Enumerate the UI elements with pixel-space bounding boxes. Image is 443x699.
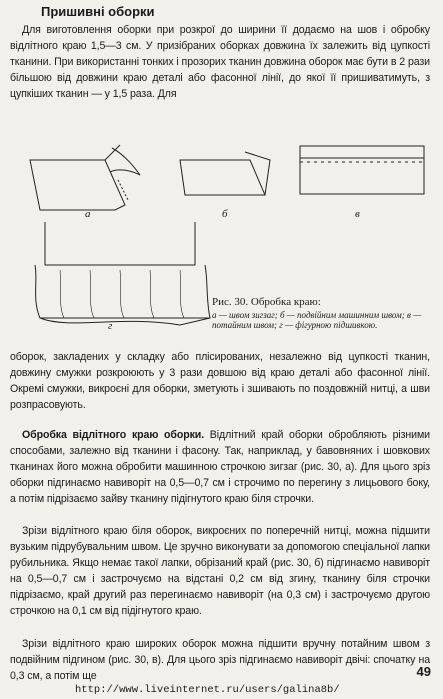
figure-label-c: в <box>355 208 360 220</box>
paragraph-edge-finishing-text: Відлітний край оборки обробляють різними способами, залежно від тканини і фасону. Так, наприклад, у бавовняних і шовкових тканинах його можна обробити машинною строчкою зигзаг (рис. 30, а). Для цього зріз оборки підгинаємо навиворіт на 0,5—0,7 см і строчимо по перегину з лицьового боку, а потім підрізаємо зайву тканину підігнутого краю біля строчки. <box>10 429 430 506</box>
section-title: Пришивні оборки <box>41 4 155 19</box>
figure-label-g: г <box>108 320 113 332</box>
fabric-piece-b <box>180 160 265 195</box>
paragraph-cross-grain: Зрізи відлітного краю біля оборок, викроєних по поперечній нитці, можна підшити вузьким підрубувальним швом. Це зручно виконувати за допомогою спеціальної лапки рубильника. Якщо немає такої лапки, обрізаний край (рис. 30, б) підгинаємо навиворіт на 0,5—0,7 см і застрочуємо на відстані 0,2 см від згину, тканину біля строчки підрізаємо, край другий раз перегинаємо навиворіт (на 0,3 см) і застрочуємо другою строчкою на 0,1 см від підігнутого краю. <box>10 525 430 618</box>
figure-label-b: б <box>222 208 228 220</box>
watermark-url: http://www.liveinternet.ru/users/galina8b/ <box>75 684 340 696</box>
paragraph-continuation: оборок, закладених у складку або плісированих, незалежно від цупкості тканин, довжину смужки розкроюють у 3 рази довшою від краю деталі або фасонної лінії. Окремі смужки, викроєні для оборки, зметують і зшивають по поздовжній нитці, а шви розпрасовують. <box>10 351 430 412</box>
figure-caption-legend: а — швом зигзаг; б — подвійним машинним швом; в — потайним швом; г — фігурною підшивкою. <box>212 310 422 330</box>
paragraph-heading-bold: Обробка відлітного краю оборки. <box>22 429 205 441</box>
fabric-piece-c <box>300 146 424 194</box>
garment-top-g <box>45 222 195 265</box>
figure-caption-title: Рис. 30. Обробка краю: <box>212 296 321 308</box>
paragraph-intro: Для виготовлення оборки при розкрої до ширини її додаємо на шов і обробку відлітного краю 1,5—3 см. У призібраних оборках довжина їх залежить від цупкості тканини. При використанні тонких і прозорих тканин довжина оборок має бути в 2 рази більшою від довжини краю деталі або фасонної лінії, до якої її пришиватимуть, з цупкіших тканин — у 1,5 раза. Для <box>10 24 430 101</box>
fold-curl-a <box>110 148 140 175</box>
page-number: 49 <box>416 664 431 679</box>
fabric-piece-a <box>30 160 125 210</box>
figure-label-a: а <box>85 208 91 220</box>
paragraph-wide-frills: Зрізи відлітного краю широких оборок можна підшити вручну потайним швом з подвійним підгином (рис. 30, в). Для цього зріз підгинаємо навиворіт двічі: спочатку на 0,3 см, а потім ще <box>10 638 430 683</box>
paragraph-edge-finishing <box>10 427 430 507</box>
